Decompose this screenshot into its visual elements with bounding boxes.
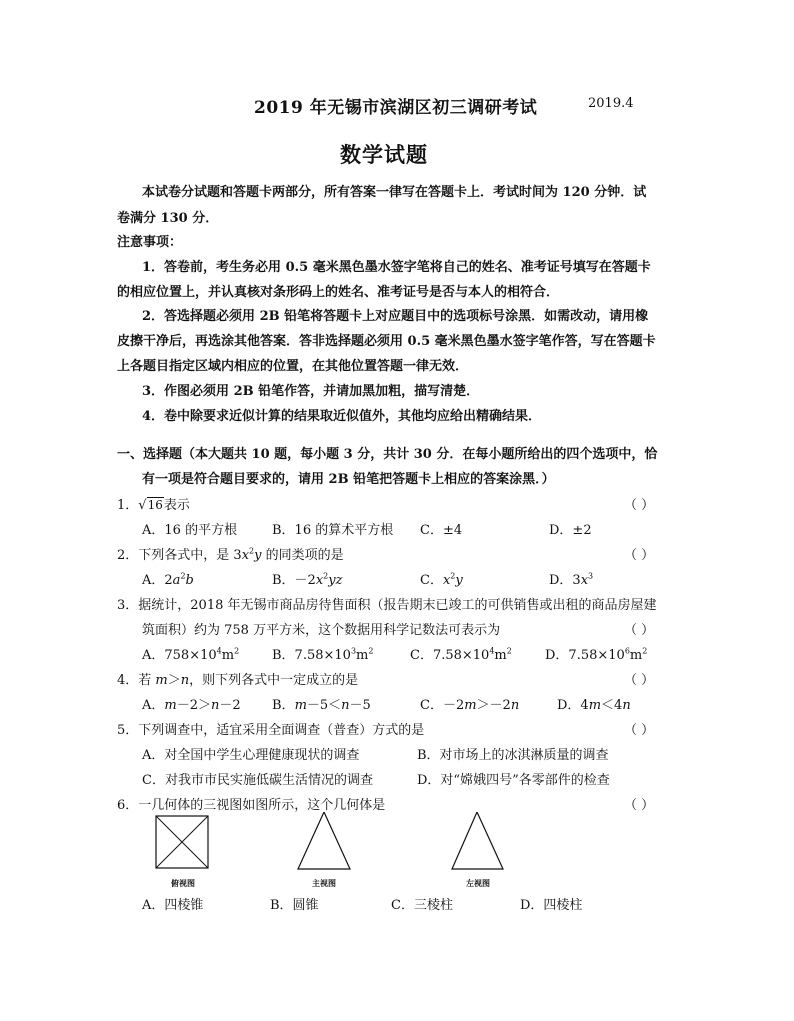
- q3-a-coef: A．758×10: [142, 648, 217, 663]
- note-3: 3．作图必须用 2B 铅笔作答，并请加黑加粗，描写清楚．: [142, 384, 480, 399]
- q5-option-d: D．对“嫦娥四号”各零部件的检查: [417, 773, 610, 788]
- q4-a-var-m: m: [164, 698, 177, 713]
- q4-b-var-n: n: [341, 698, 350, 713]
- q1-option-a: A．16 的平方根: [142, 523, 238, 538]
- q2-b-pre: B．－2: [272, 573, 316, 588]
- q1-option-d: D．±2: [549, 523, 592, 538]
- q2-a-exp: 2: [180, 571, 186, 581]
- q4-var-m: m: [155, 673, 168, 688]
- q3-b-exp: 3: [350, 646, 357, 656]
- q2-exp: 2: [249, 546, 255, 556]
- q2-var-y: y: [254, 548, 262, 563]
- q3-c-unit: m: [494, 648, 507, 663]
- note-4: 4．卷中除要求近似计算的结果取近似值外，其他均应给出精确结果．: [142, 409, 542, 424]
- note-1-line-2: 的相应位置上，并认真核对条形码上的姓名、准考证号是否与本人的相符合．: [117, 285, 560, 300]
- q3-c-exp: 4: [489, 646, 495, 656]
- q3-option-a: [142, 644, 239, 663]
- top-view-caption: 俯视图: [171, 878, 195, 888]
- q6-option-b: B．圆锥: [270, 898, 319, 913]
- question-3-stem-line-2: 筑面积）约为 758 万平方米，这个数据用科学记数法可表示为: [142, 623, 501, 638]
- q4-b-post: －5: [349, 698, 371, 713]
- q1-option-b: B．16 的算术平方根: [272, 523, 394, 538]
- exam-date: 2019.4: [588, 96, 634, 111]
- q4-stem-post: ，则下列各式中一定成立的是: [189, 673, 359, 688]
- note-2-line-2: 皮擦干净后，再选涂其他答案．答非选择题必须用 0.5 毫米黑色墨水签字笔作答，写在答题卡: [117, 334, 656, 349]
- q2-b-var-x: x: [315, 573, 324, 588]
- q2-stem-post: 的同类项的是: [261, 548, 344, 563]
- q4-b-mid: －5＜: [306, 698, 342, 713]
- question-2-answer-paren: （ ）: [624, 548, 655, 563]
- q3-option-b: [272, 644, 373, 663]
- question-5-answer-paren: （ ）: [624, 723, 655, 738]
- question-6-answer-paren: （ ）: [624, 798, 655, 813]
- q5-option-b: B．对市场上的冰淇淋质量的调查: [417, 748, 609, 763]
- q4-option-c: [420, 694, 519, 713]
- q4-c-mid: ＞－2: [476, 698, 511, 713]
- q4-b-var-m: m: [294, 698, 307, 713]
- q3-option-c: [410, 644, 512, 663]
- q2-option-a: [142, 569, 194, 588]
- q3-c-coef: C．7.58×10: [410, 648, 490, 663]
- q3-b-unit-exp: 2: [368, 646, 374, 656]
- question-6-stem: 6．一几何体的三视图如图所示，这个几何体是: [117, 798, 386, 813]
- left-view-caption: 左视图: [466, 878, 490, 888]
- q6-option-c: C．三棱柱: [391, 898, 453, 913]
- question-1-stem-tail: 表示: [163, 498, 190, 513]
- q3-option-d: [545, 644, 647, 663]
- q4-d-var-n: n: [622, 698, 631, 713]
- q2-b-var-yz: yz: [328, 573, 343, 588]
- question-5-stem: 5．下列调查中，适宜采用全面调查（普查）方式的是: [117, 723, 425, 738]
- q3-b-unit: m: [356, 648, 369, 663]
- q2-c-var-x: x: [442, 573, 451, 588]
- section-1-line-1: 一、选择题（本大题共 10 题，每小题 3 分，共计 30 分．在每小题所给出的四个选项中，恰: [117, 447, 658, 462]
- question-2-stem: [117, 544, 344, 563]
- left-view-triangle: [452, 812, 503, 869]
- q2-stem-pre: 2．下列各式中，是 3: [117, 548, 242, 563]
- q4-c-var-n: n: [510, 698, 520, 713]
- question-1-number: 1．: [117, 498, 139, 513]
- q2-a-var-a: a: [172, 573, 181, 588]
- note-2-line-3: 上各题目指定区域内相应的位置，在其他位置答题一律无效．: [117, 359, 469, 374]
- q4-var-n: n: [180, 673, 190, 688]
- q3-d-unit-exp: 2: [642, 646, 648, 656]
- question-1-answer-paren: （ ）: [624, 498, 655, 513]
- q2-option-c: [420, 569, 463, 588]
- top-view-square-with-diagonals: [156, 816, 208, 868]
- note-1-line-1: 1．答卷前，考生务必用 0.5 毫米黑色墨水签字笔将自己的姓名、准考证号填写在答题卡: [142, 260, 651, 275]
- q4-b-pre: B．: [272, 698, 295, 713]
- q4-option-d: [557, 694, 631, 713]
- q4-c-var-m: m: [464, 698, 477, 713]
- sqrt-expression: [138, 498, 164, 513]
- q4-option-a: [142, 694, 241, 713]
- q2-var-x: x: [241, 548, 250, 563]
- question-3-stem-line-1: 3．据统计，2018 年无锡市商品房待售面积（报告期末已竣工的可供销售或出租的商品房屋建: [117, 598, 657, 613]
- q2-a-pre: A．2: [142, 573, 173, 588]
- q4-stem-pre: 4．若: [117, 673, 156, 688]
- three-views-figure: [150, 812, 530, 874]
- q4-gt-sign: ＞: [167, 673, 181, 688]
- section-1-line-2: 有一项是符合题目要求的，请用 2B 铅笔把答题卡上相应的答案涂黑．）: [142, 472, 555, 487]
- q2-b-exp: 2: [323, 571, 329, 581]
- q2-d-pre: D．3: [549, 573, 581, 588]
- q4-a-var-n: n: [211, 698, 220, 713]
- q2-a-var-b: b: [185, 573, 194, 588]
- q4-option-b: [272, 694, 371, 713]
- q2-option-b: [272, 569, 342, 588]
- intro-line-1: 本试卷分试题和答题卡两部分，所有答案一律写在答题卡上．考试时间为 120 分钟．试: [142, 185, 647, 200]
- question-4-stem: [117, 669, 358, 688]
- q5-option-c: C．对我市市民实施低碳生活情况的调查: [142, 773, 373, 788]
- q2-d-exp: 3: [588, 571, 594, 581]
- radical-sign-icon: √: [138, 498, 147, 513]
- q3-a-exp: 4: [216, 646, 222, 656]
- q3-a-unit-exp: 2: [234, 646, 240, 656]
- question-4-answer-paren: （ ）: [624, 673, 655, 688]
- q2-c-pre: C．: [420, 573, 443, 588]
- front-view-caption: 主视图: [312, 878, 336, 888]
- q3-d-exp: 6: [624, 646, 630, 656]
- q4-a-pre: A．: [142, 698, 165, 713]
- front-view-triangle: [298, 812, 350, 869]
- q4-d-pre: D．4: [557, 698, 589, 713]
- q3-d-unit: m: [629, 648, 643, 663]
- q3-c-unit-exp: 2: [506, 646, 512, 656]
- q3-a-unit: m: [221, 648, 235, 663]
- q4-d-mid: ＜4: [601, 698, 623, 713]
- radicand: 16: [147, 498, 163, 512]
- q4-c-pre: C．－2: [420, 698, 465, 713]
- q3-b-coef: B．7.58×10: [272, 648, 351, 663]
- q1-option-c: C．±4: [420, 523, 463, 538]
- exam-subtitle: 数学试题: [340, 142, 428, 167]
- question-1-stem: [117, 494, 190, 513]
- q4-d-var-m: m: [588, 698, 602, 713]
- note-2-line-1: 2．答选择题必须用 2B 铅笔将答题卡上对应题目中的选项标号涂黑．如需改动，请用橡: [142, 309, 649, 324]
- notes-heading: 注意事项：: [117, 235, 183, 250]
- q3-d-coef: D．7.58×10: [545, 648, 625, 663]
- q2-d-var-x: x: [580, 573, 589, 588]
- q2-option-d: [549, 569, 593, 588]
- q2-c-exp: 2: [450, 571, 456, 581]
- q6-option-d: D．四棱柱: [520, 898, 583, 913]
- question-3-answer-paren: （ ）: [624, 623, 655, 638]
- q6-option-a: A．四棱锥: [142, 898, 204, 913]
- q4-a-mid: －2＞: [176, 698, 211, 713]
- q2-c-var-y: y: [455, 573, 463, 588]
- exam-title: 2019 年无锡市滨湖区初三调研考试: [254, 98, 538, 118]
- q5-option-a: A．对全国中学生心理健康现状的调查: [142, 748, 360, 763]
- intro-line-2: 卷满分 130 分．: [117, 211, 219, 226]
- q4-a-post: －2: [219, 698, 241, 713]
